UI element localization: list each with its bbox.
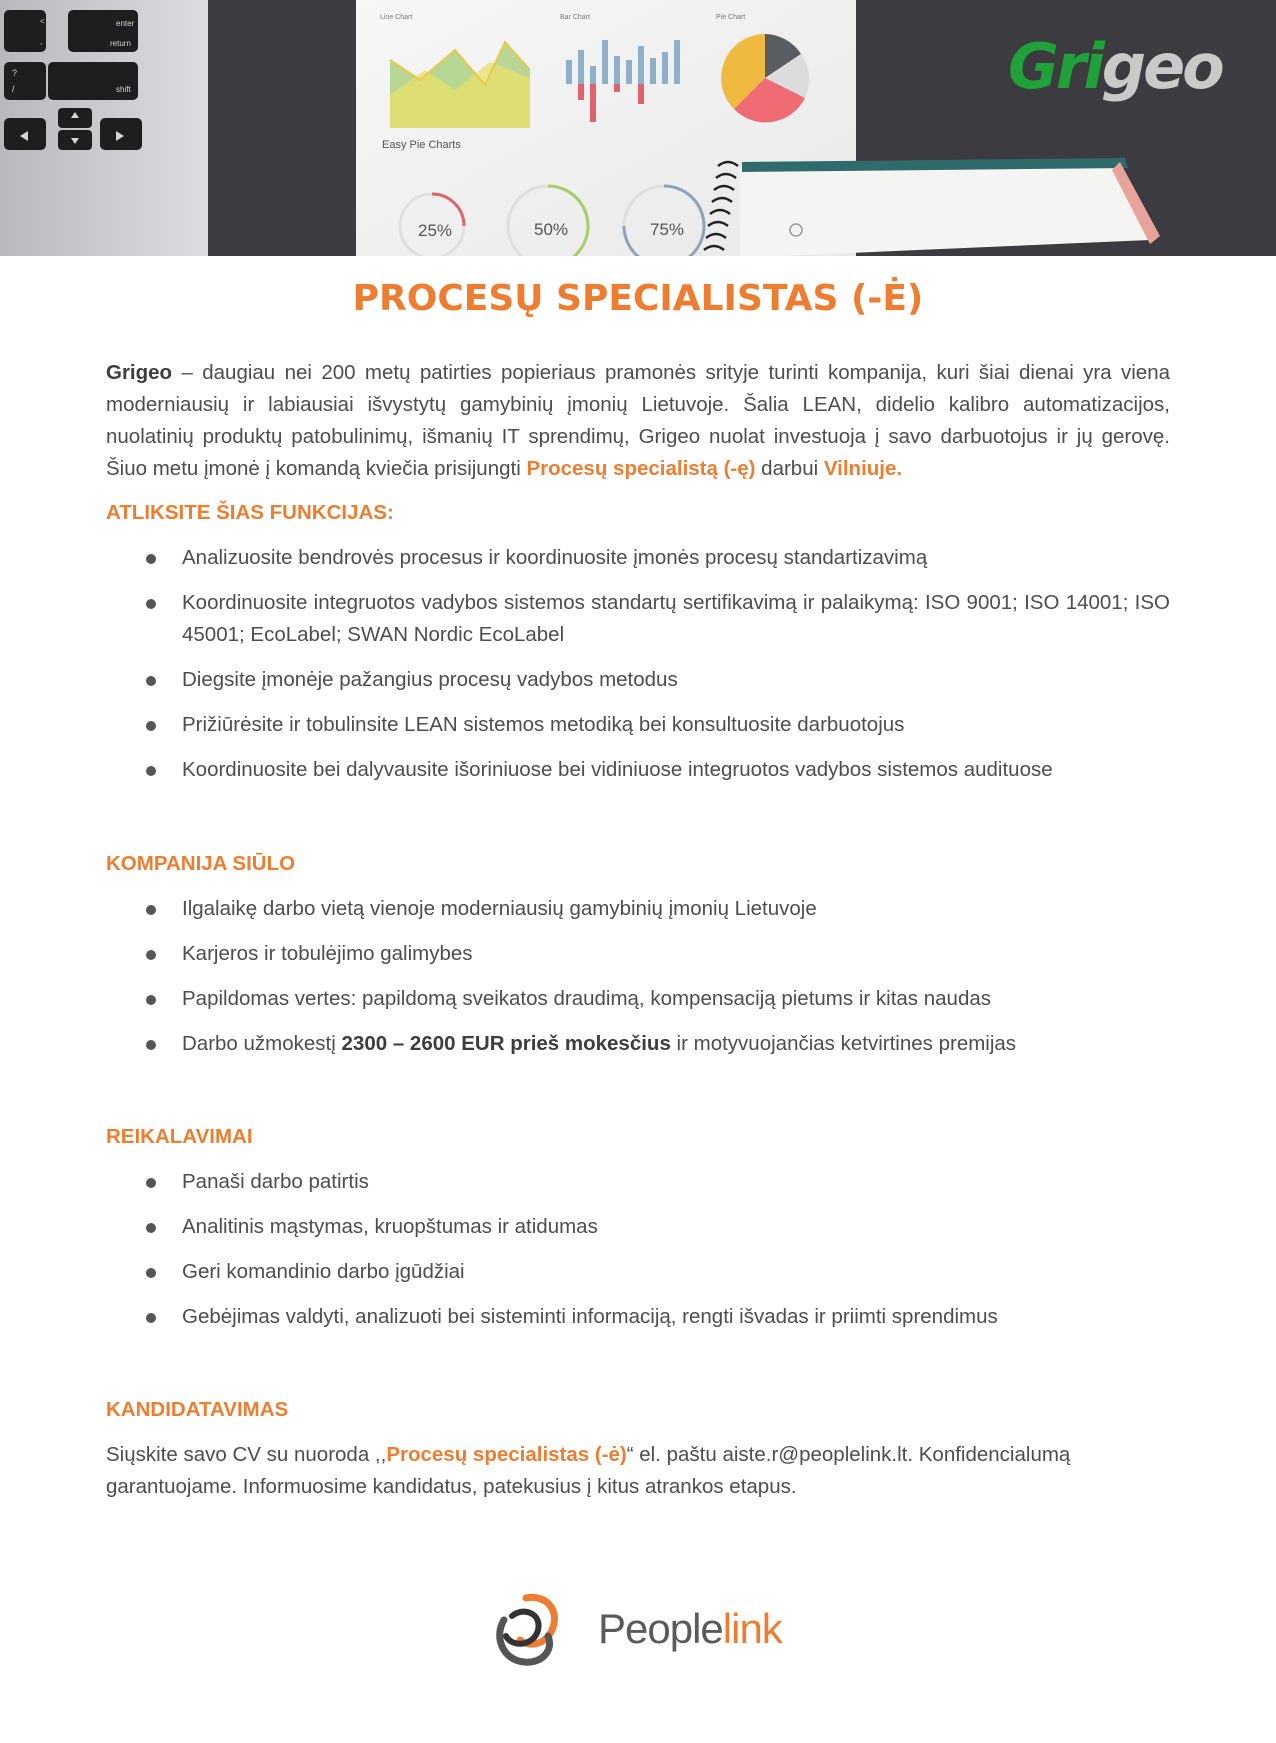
svg-text:?: ? (12, 68, 18, 78)
bullet-icon (146, 599, 156, 609)
offer-heading: KOMPANIJA SIŪLO (106, 852, 296, 875)
grigeo-logo: Grigeo (1008, 30, 1222, 103)
list-item: Karjeros ir tobulėjimo galimybes (106, 938, 1170, 970)
bullet-icon (146, 950, 156, 960)
bullet-icon (146, 554, 156, 564)
offer-list (106, 893, 1170, 1073)
requirements-heading: REIKALAVIMAI (106, 1125, 253, 1148)
city-highlight: Vilniuje. (823, 457, 903, 480)
bullet-icon (146, 766, 156, 776)
apply-text: Siųskite savo CV su nuoroda ,,Procesų specialistas (-ė)“ el. paštu aiste.r@peoplelink.lt. Konfidencialumą garantuojame. Informuosime kandidatus, patekusius į kitus atrankos etapus. (106, 1443, 1071, 1498)
notebook (740, 162, 1150, 256)
list-item: Gebėjimas valdyti, analizuoti bei sisteminti informaciją, rengti išvadas ir priimti sprendimus (106, 1301, 1170, 1333)
gauge-75: 75% (650, 220, 685, 239)
peoplelink-symbol-icon (490, 1590, 570, 1672)
bullet-icon (146, 721, 156, 731)
svg-text:/: / (12, 84, 15, 94)
header-banner (0, 0, 1276, 256)
list-item: Panaši darbo patirtis (106, 1166, 1170, 1198)
bullet-icon (146, 995, 156, 1005)
key-enter: enter (116, 19, 135, 28)
page-title: PROCESŲ SPECIALISTAS (-Ė) (352, 278, 924, 319)
list-item: Analitinis mąstymas, kruopštumas ir atidumas (106, 1211, 1170, 1243)
line-chart-label: Line Chart (380, 14, 413, 21)
salary-item: Darbo užmokestį 2300 – 2600 EUR prieš mokesčius ir motyvuojančias ketvirtines premijas (106, 1028, 1170, 1060)
key-return: return (110, 39, 131, 48)
gauge-50: 50% (534, 220, 569, 239)
bullet-icon (146, 1040, 156, 1050)
bullet-icon (146, 1313, 156, 1323)
functions-list (106, 542, 1170, 799)
list-item: Diegsite įmonėje pažangius procesų vadybos metodus (106, 664, 1170, 696)
requirements-list (106, 1166, 1170, 1346)
svg-text:<: < (40, 17, 45, 26)
list-item: Prižiūrėsite ir tobulinsite LEAN sistemos metodiką bei konsultuosite darbuotojus (106, 709, 1170, 741)
bar-chart-label: Bar Chart (560, 14, 590, 21)
list-item: Geri komandinio darbo įgūdžiai (106, 1256, 1170, 1288)
bullet-icon (146, 1268, 156, 1278)
bullet-icon (146, 905, 156, 915)
functions-heading: ATLIKSITE ŠIAS FUNKCIJAS: (106, 501, 394, 524)
list-item: Koordinuosite bei dalyvausite išoriniuose bei vidiniuose integruotos vadybos sistemos audituose (106, 754, 1170, 786)
position-highlight: Procesų specialistą (-ę) (526, 457, 756, 480)
gauge-25: 25% (418, 221, 453, 240)
pie-chart-label: Pie Chart (716, 14, 746, 21)
easy-pie-label: Easy Pie Charts (382, 139, 461, 151)
bullet-icon (146, 676, 156, 686)
svg-text:,: , (40, 37, 43, 46)
bullet-icon (146, 1178, 156, 1188)
list-item: Koordinuosite integruotos vadybos sistemos standartų sertifikavimą ir palaikymą: ISO 9001; ISO 14001; ISO 45001; EcoLabel; SWAN Nordic EcoLabel (106, 587, 1170, 651)
list-item: Papildomas vertes: papildomą sveikatos draudimą, kompensaciją pietums ir kitas naudas (106, 983, 1170, 1015)
company-intro: Grigeo – daugiau nei 200 metų patirties popieriaus pramonės srityje turinti kompanija, kuri šiai dienai yra viena moderniausių ir labiausiai išvystytų gamybinių įmonių Lietuvoje. Šalia LEAN, didelio kalibro automatizacijos, nuolatinių produktų patobulinimų, išmanių IT sprendimų, Grigeo nuolat investuoja į savo darbuotojus ir jų gerovę. Šiuo metu įmonė į komandą kviečia prisijungti Procesų specialistą (-ę) darbui Vilniuje. (106, 361, 1170, 480)
list-item: Analizuosite bendrovės procesus ir koordinuosite įmonės procesų standartizavimą (106, 542, 1170, 574)
apply-heading: KANDIDATAVIMAS (106, 1398, 289, 1421)
key-shift: shift (116, 85, 131, 94)
peoplelink-wordmark: Peoplelink (598, 1605, 782, 1652)
salary-amount: 2300 – 2600 EUR prieš mokesčius (341, 1032, 671, 1055)
apply-position-highlight: Procesų specialistas (-ė) (386, 1443, 627, 1466)
peoplelink-logo (490, 1590, 790, 1672)
company-name: Grigeo (106, 361, 173, 384)
list-item: Ilgalaikę darbo vietą vienoje moderniausių gamybinių įmonių Lietuvoje (106, 893, 1170, 925)
bullet-icon (146, 1223, 156, 1233)
